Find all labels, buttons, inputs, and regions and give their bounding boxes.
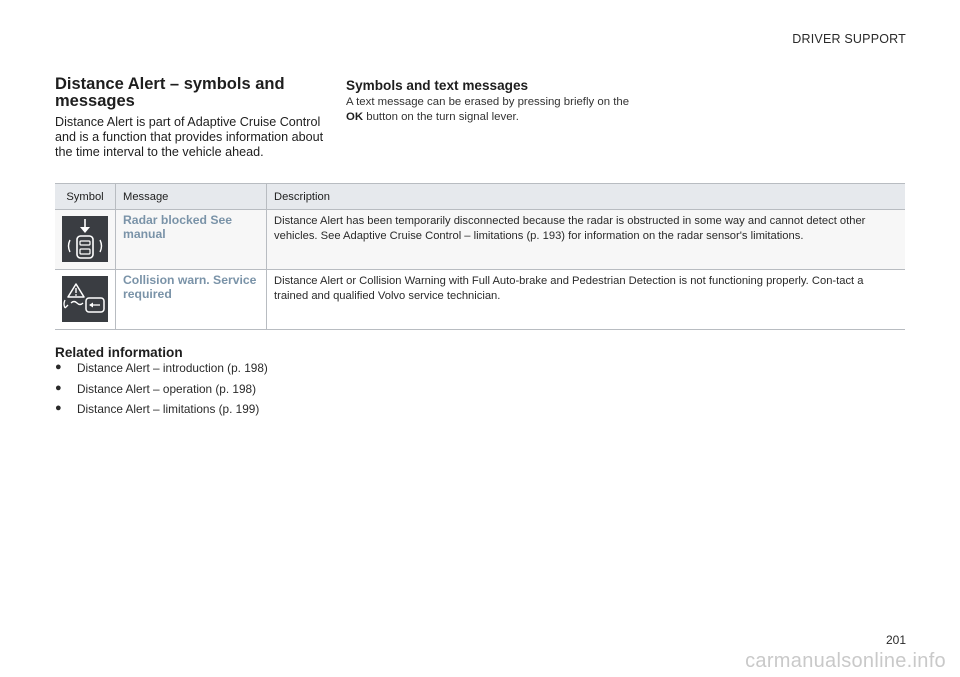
- bullet-icon: ●: [55, 381, 62, 394]
- page-number: 201: [885, 633, 906, 647]
- related-link[interactable]: Distance Alert – limitations (p. 199): [77, 402, 260, 416]
- header-description: Description: [267, 184, 906, 210]
- list-item[interactable]: [55, 382, 268, 403]
- header-message: Message: [116, 184, 267, 210]
- bullet-icon: ●: [55, 402, 62, 414]
- message-text: Collision warn. Service required: [116, 270, 267, 330]
- table-row: [55, 270, 905, 330]
- bullet-icon: ●: [55, 361, 62, 373]
- description-text: Distance Alert has been temporarily disconnected because the radar is obstructed in some way and cannot detect other vehicles. See Adaptive Cruise Control – limitations (p. 193) for information on the radar sensor's limitations.: [267, 210, 906, 270]
- intro-paragraph: Distance Alert is part of Adaptive Cruise Control and is a function that provides information about the time interval to the vehicle ahead.: [55, 115, 324, 159]
- symbol-cell: [55, 210, 116, 270]
- section-header: DRIVER SUPPORT: [792, 32, 906, 46]
- symbols-section-text: [346, 95, 636, 125]
- symbols-section-title: Symbols and text messages: [346, 78, 529, 93]
- table-row: [55, 210, 905, 270]
- symbol-cell: [55, 270, 116, 330]
- description-text: Distance Alert or Collision Warning with Full Auto-brake and Pedestrian Detection is not functioning properly. Con-tact a trained and qualified Volvo service technician.: [267, 270, 906, 330]
- table-header-row: [55, 184, 905, 210]
- header-symbol: Symbol: [55, 184, 116, 210]
- collision-warning-icon: [62, 276, 108, 322]
- related-info-title: Related information: [55, 345, 183, 360]
- text-before: A text message can be erased by pressing briefly on the: [346, 96, 630, 108]
- watermark: carmanualsonline.info: [745, 650, 946, 672]
- related-link[interactable]: Distance Alert – introduction (p. 198): [77, 361, 268, 375]
- ok-button-label: OK: [346, 111, 364, 123]
- related-link[interactable]: Distance Alert – operation (p. 198): [77, 381, 257, 396]
- page-title: Distance Alert – symbols and messages: [55, 75, 285, 110]
- list-item[interactable]: [55, 361, 268, 382]
- text-after: button on the turn signal lever.: [363, 111, 519, 123]
- radar-blocked-icon: [62, 216, 108, 262]
- related-info-list: [55, 361, 268, 423]
- messages-table: [55, 183, 905, 330]
- message-text: Radar blocked See manual: [116, 210, 267, 270]
- list-item[interactable]: [55, 402, 268, 423]
